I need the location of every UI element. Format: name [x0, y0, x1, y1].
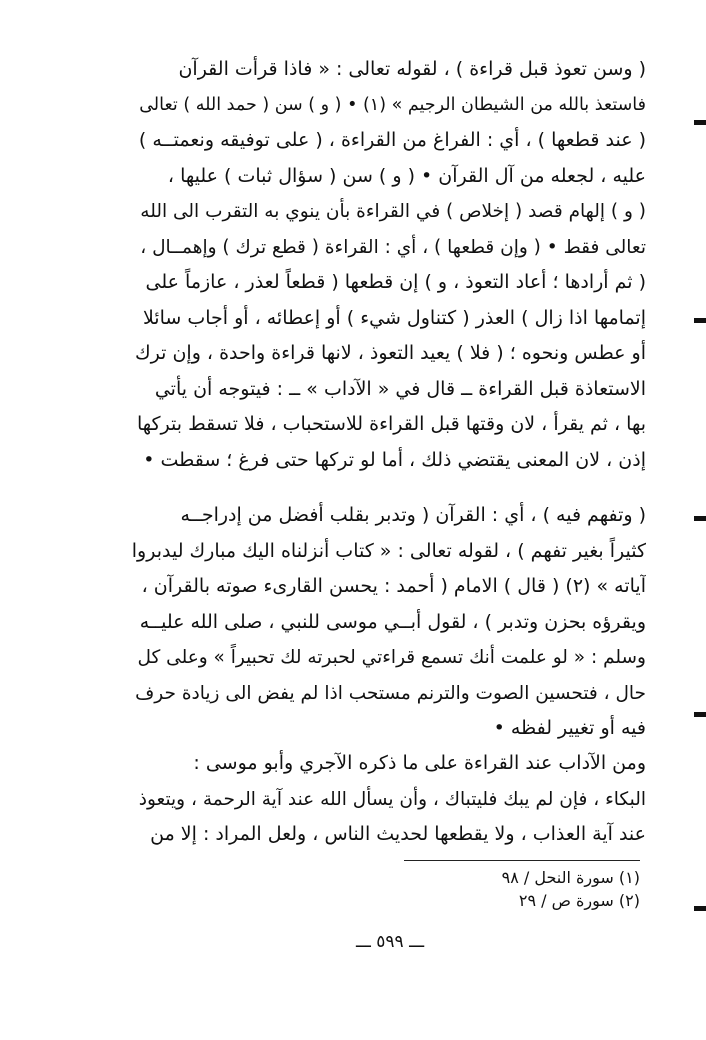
text-line: ( عند قطعها ) ، أي : الفراغ من القراءة ، ( على توفيقه ونعمتــه ) [138, 129, 646, 151]
text-line: وسلم : « لو علمت أنك تسمع قراءتي لحبرته لك تحبيراً » وعلى كل [137, 647, 646, 668]
margin-mark [694, 516, 706, 521]
text-line: فاستعذ بالله من الشيطان الرجيم » (١) • ( و ) سن ( حمد الله ) تعالى [139, 94, 646, 115]
text-line: البكاء ، فإن لم يبك فليتباك ، وأن يسأل الله عند آية الرحمة ، ويتعوذ [138, 788, 646, 810]
text-line: الاستعاذة قبل القراءة ــ قال في « الآداب » ــ : فيتوجه أن يأتي [154, 377, 646, 400]
footnotes [300, 866, 640, 912]
text-line: ومن الآداب عند القراءة على ما ذكره الآجري وأبو موسى : [193, 752, 646, 774]
text-line: ( وسن تعوذ قبل قراءة ) ، لقوله تعالى : « فاذا قرأت القرآن [178, 58, 646, 80]
text-line: ( وتفهم فيه ) ، أي : القرآن ( وتدبر بقلب أفضل من إدراجــه [180, 504, 646, 526]
text-line: آياته » (٢) ( قال ) الامام ( أحمد : يحسن القارىء صوته بالقرآن ، [141, 575, 646, 597]
text-line: فيه أو تغيير لفظه • [493, 717, 646, 739]
text-line: عند آية العذاب ، ولا يقطعها لحديث الناس ، ولعل المراد : إلا من [150, 823, 646, 845]
footnote-1: (١) سورة النحل / ٩٨ [501, 868, 640, 887]
page-number: ـــ ٥٩٩ ـــ [355, 932, 425, 952]
paragraph-tadabbur [128, 498, 646, 747]
margin-mark [694, 120, 706, 125]
text-line: إتمامها اذا زال ) العذر ( كتناول شيء ) أو إعطائه ، أو أجاب سائلا [142, 306, 646, 329]
margin-mark [694, 318, 706, 323]
text-line: تعالى فقط • ( وإن قطعها ) ، أي : القراءة ( قطع ترك ) وإهمــال ، [140, 236, 646, 258]
text-line: حال ، فتحسين الصوت والترنم مستحب اذا لم يفض الى زيادة حرف [135, 682, 646, 704]
text-line: ويقرؤه بحزن وتدبر ) ، لقول أبــي موسى للنبي ، صلى الله عليــه [139, 610, 646, 633]
text-line: أو عطس ونحوه ؛ ( فلا ) يعيد التعوذ ، لانها قراءة واحدة ، وإن ترك [134, 342, 646, 364]
text-line: ( و ) إلهام قصد ( إخلاص ) في القراءة بأن ينوي به التقرب الى الله [140, 201, 646, 222]
text-line: ( ثم أرادها ؛ أعاد التعوذ ، و ) إن قطعها ( قطعاً لعذر ، عازماً على [145, 271, 646, 293]
paragraph-adab [128, 746, 646, 853]
text-line: إذن ، لان المعنى يقتضي ذلك ، أما لو تركها حتى فرغ ؛ سقطت • [143, 448, 646, 471]
paragraph-istiadha [128, 52, 646, 478]
footnote-2: (٢) سورة ص / ٢٩ [518, 891, 640, 910]
margin-mark [694, 712, 706, 717]
text-line: عليه ، لجعله من آل القرآن • ( و ) سن ( سؤال ثبات ) عليها ، [167, 164, 646, 187]
text-line: بها ، ثم يقرأ ، لان وقتها قبل القراءة للاستحباب ، فلا تسقط بتركها [136, 413, 646, 435]
text-line: كثيراً بغير تفهم ) ، لقوله تعالى : « كتاب أنزلناه اليك مبارك ليدبروا [131, 539, 646, 562]
footnote-divider [404, 860, 640, 861]
margin-mark [694, 906, 706, 911]
